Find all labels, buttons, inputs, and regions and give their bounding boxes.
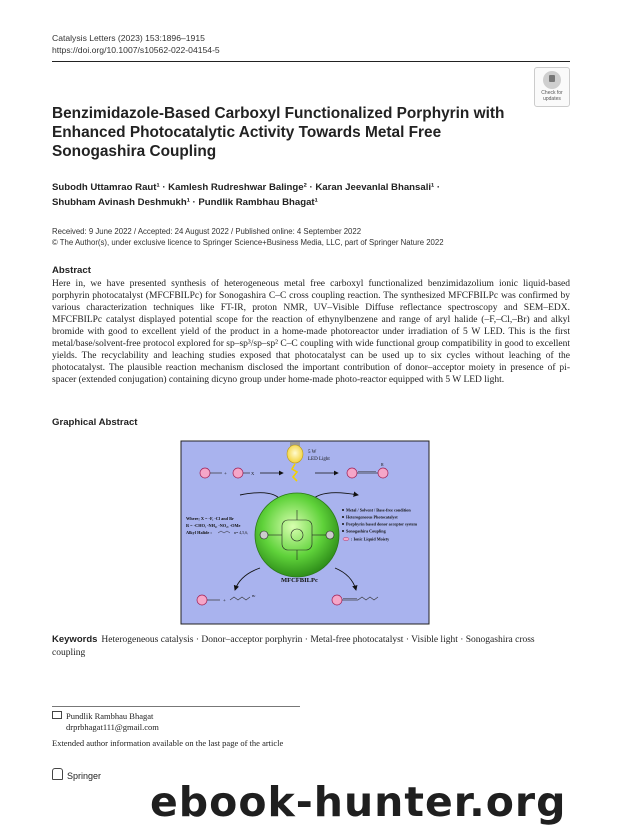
- footnote-rule: [52, 706, 300, 707]
- abstract-text: Here in, we have presented synthesis of heterogeneous metal free carboxyl functionalized benzimidazolium ionic liquid-based porphyrin photocatalyst (MFCFBILPc) for Sonogashira C–C cross coupling reaction. The synthesized MFCFBILPc was confirmed by various characterization techniques like FT-IR, proton NMR, UV–Visible Diffuse reflectance spectroscopy and SEM–EDX. MFCFBILPc catalyst displayed potential scope for the reaction of ethynylbenzene and range of aryl halide (–F,–Cl,–Br) and alkyl bromide with good to excellent yield of the product in a home-made photoreactor under irradiation of 5 W LED. This is the first metal/base/solvent-free protocol explored for sp–sp³/sp–sp² C–C coupling with wide functional group compatibility in good to excellent yields. The recyclability and leaching studies exposed that photocatalyst can be used up to six cycles without leaching of the photocatalyst. The plausible reaction mechanism disclosed the important contribution of donor–acceptor moiety in presence of pi-spacer (extended conjugation) containing dicyno group under home-made photo-reactor equipped with 5 W LED light.: [52, 278, 570, 386]
- legend-item-4: Sonogashira Coupling: [346, 529, 387, 534]
- keywords-section: [52, 633, 570, 660]
- publisher-logo: [52, 768, 101, 781]
- authors-line-2[interactable]: Shubham Avinash Deshmukh¹ · Pundlik Rambhau Bhagat¹: [52, 196, 512, 211]
- publisher-name: Springer: [67, 771, 101, 781]
- header-rule: [52, 61, 570, 62]
- where-line-2: R = -CHO, -NH₂, -NO₂, -OMe: [186, 523, 241, 528]
- keywords-label: Keywords: [52, 634, 97, 645]
- copyright-notice: © The Author(s), under exclusive licence to Springer Science+Business Media, LLC, part of Springer Nature 2022: [52, 237, 444, 248]
- doi-link[interactable]: https://doi.org/10.1007/s10562-022-04154-5: [52, 44, 220, 56]
- publication-dates: Received: 9 June 2022 / Accepted: 24 August 2022 / Published online: 4 September 2022: [52, 226, 444, 237]
- legend-item-3: Porphyrin based donor acceptor system: [346, 522, 418, 527]
- corresponding-author: [52, 711, 159, 733]
- where-line-4: n= 4,5,6,: [234, 530, 248, 536]
- catalyst-label: MFCFBILPc: [281, 577, 318, 584]
- where-line-1: Where; X = -F, -Cl and Br: [186, 516, 234, 521]
- journal-header: [52, 32, 220, 56]
- watermark-text: ebook-hunter.org: [150, 778, 566, 826]
- graphical-abstract-figure: [180, 440, 430, 625]
- abstract-heading: Abstract: [52, 265, 91, 276]
- graphical-abstract-svg: [180, 440, 430, 625]
- keywords-list: Heterogeneous catalysis · Donor–acceptor porphyrin · Metal-free photocatalyst · Visible light · Sonogashira cross coupling: [52, 635, 535, 658]
- check-for-updates-badge[interactable]: [534, 67, 570, 107]
- updates-icon: [543, 71, 561, 89]
- graphical-abstract-heading: Graphical Abstract: [52, 417, 137, 428]
- envelope-icon: [52, 711, 62, 719]
- author-list: [52, 181, 512, 210]
- svg-text:X: X: [251, 471, 255, 476]
- corresponding-author-email[interactable]: drprbhagat111@gmail.com: [52, 722, 159, 733]
- legend-item-2: Heterogeneous Photocatalyst: [346, 515, 398, 520]
- svg-text:+: +: [223, 599, 226, 604]
- svg-text:R: R: [381, 462, 384, 467]
- legend-item-5: : Ionic Liquid Moiety: [351, 537, 390, 542]
- corresponding-author-name: Pundlik Rambhau Bhagat: [66, 711, 153, 721]
- springer-horse-icon: [52, 768, 63, 780]
- authors-line-1[interactable]: Subodh Uttamrao Raut¹ · Kamlesh Rudreshwar Balinge² · Karan Jeevanlal Bhansali¹ ·: [52, 181, 512, 196]
- svg-text:Br: Br: [252, 594, 256, 598]
- extended-author-info: Extended author information available on the last page of the article: [52, 738, 283, 748]
- where-line-3: Alkyl Halide :: [186, 530, 212, 535]
- led-label-1: 5 W: [308, 450, 317, 455]
- led-label-2: LED Light: [308, 457, 330, 462]
- svg-text:+: +: [224, 472, 227, 477]
- legend-item-1: Metal / Solvent / Base-free condition: [346, 508, 411, 513]
- article-title: Benzimidazole-Based Carboxyl Functionalized Porphyrin with Enhanced Photocatalytic Activity Towards Metal Free Sonogashira Coupling: [52, 104, 522, 161]
- updates-label-2: updates: [535, 96, 569, 102]
- article-history: [52, 226, 444, 248]
- updates-label-1: Check for: [535, 90, 569, 96]
- journal-citation: Catalysis Letters (2023) 153:1896–1915: [52, 32, 220, 44]
